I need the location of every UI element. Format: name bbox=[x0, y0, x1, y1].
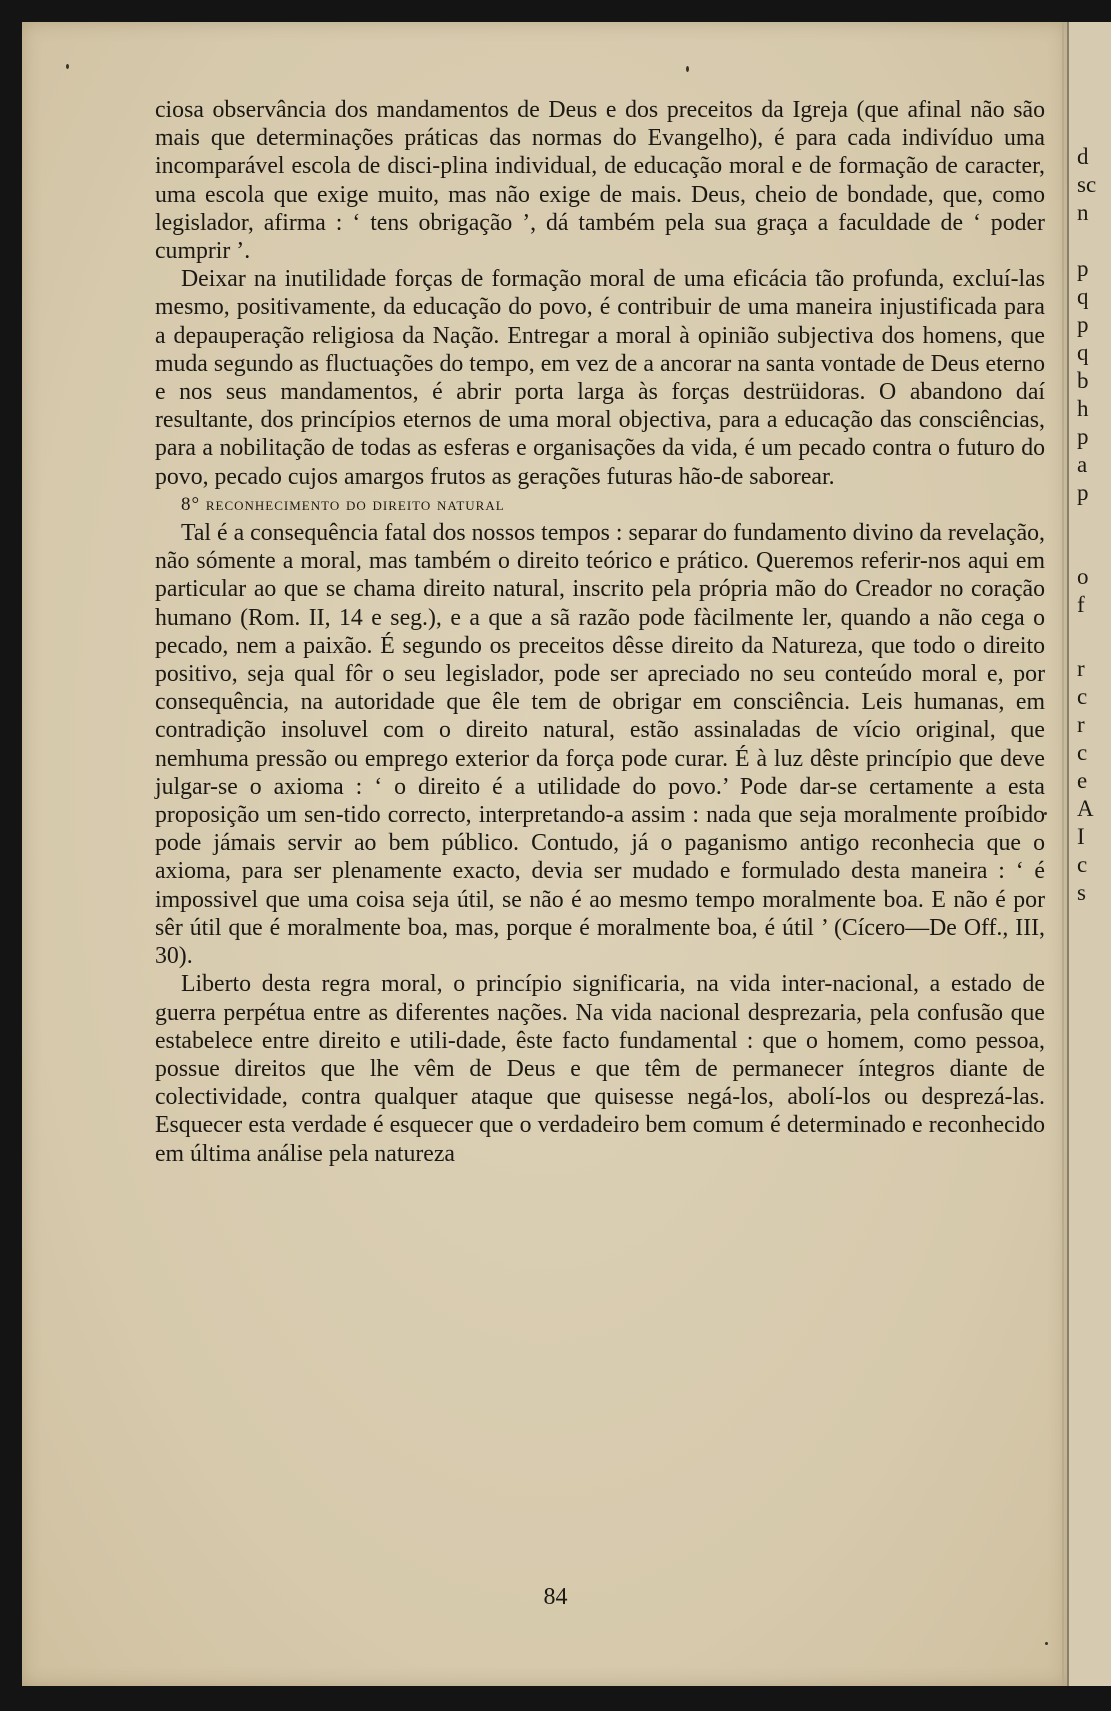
facing-page-fragment: c bbox=[1077, 740, 1088, 765]
facing-page-fragment: r bbox=[1077, 656, 1085, 681]
page-number: 84 bbox=[543, 1584, 568, 1610]
paragraph: ciosa observância dos mandamentos de Deus e dos preceitos da Igreja (que afinal não são mais que determinações práticas das normas do Evangelho), é para cada indivíduo uma incomparável escola de disci-plina individual, de educação moral e de formação de caracter, uma escola que exige muito, mas não exige de mais. Deus, cheio de bondade, que, como legislador, afirma : ‘ tens obrigação ’, dá também pela sua graça a faculdade de ‘ poder cumprir ’. bbox=[155, 97, 1045, 265]
ink-speck bbox=[686, 66, 689, 72]
facing-page-fragment: sc bbox=[1077, 172, 1097, 197]
facing-page-fragment: c bbox=[1077, 684, 1088, 709]
facing-page-fragment: n bbox=[1077, 200, 1089, 225]
facing-page-fragment: h bbox=[1077, 396, 1089, 421]
facing-page-fragment: p bbox=[1077, 480, 1089, 505]
facing-page-fragment: f bbox=[1077, 592, 1085, 617]
facing-page-fragment: d bbox=[1077, 144, 1089, 169]
book-gutter bbox=[1062, 22, 1064, 1686]
facing-page-fragment: A bbox=[1077, 796, 1094, 821]
paragraph: Deixar na inutilidade forças de formação moral de uma eficácia tão profunda, excluí-las mesmo, positivamente, da educação do povo, é contribuir de uma maneira injustificada para a depauperação religiosa da Nação. Entregar a moral à opinião subjectiva dos homens, que muda segundo as fluctuações do tempo, em vez de a ancorar na santa vontade de Deus eterno e nos seus mandamentos, é abrir porta larga às forças destrüidoras. O abandono daí resultante, dos princípios eternos de uma moral objectiva, para a educação das consciências, para a nobilitação de todas as esferas e organisações da vida, é um pecado contra o futuro do povo, pecado cujos amargos frutos as gerações futuras hão-de saborear. bbox=[155, 266, 1045, 490]
facing-page-fragment: s bbox=[1077, 880, 1086, 905]
facing-page-fragment: p bbox=[1077, 312, 1089, 337]
facing-page-fragment: o bbox=[1077, 564, 1089, 589]
paragraph: Tal é a consequência fatal dos nossos tempos : separar do fundamento divino da revelação, não sómente a moral, mas também o direito teórico e prático. Queremos referir-nos aqui em particular ao que se chama direito natural, inscrito pela própria mão do Creador no coração humano (Rom. II, 14 e seg.), e a que a sã razão pode fàcilmente ler, quando a não cega o pecado, nem a paixão. É segundo os preceitos dêsse direito da Natureza, que todo o direito positivo, seja qual fôr o seu legislador, pode ser apreciado no seu conteúdo moral e, por consequência, na autoridade que êle tem de obrigar em consciência. Leis humanas, em contradição insoluvel com o direito natural, estão assinaladas de vício original, que nemhuma pressão ou emprego exterior da força pode curar. É à luz dêste princípio que deve julgar-se o axioma : ‘ o direito é a utilidade do povo.’ Pode dar-se certamente a esta proposição um sen-tido correcto, interpretando-a assim : nada que seja moralmente proíbido pode jámais servir ao bem público. Contudo, já o paganismo antigo reconhecia que o axioma, para ser plenamente exacto, devia ser mudado e formulado desta maneira : ‘ é impossivel que uma coisa seja útil, se não é ao mesmo tempo moralmente boa. E não é por sêr útil que é moralmente boa, mas, porque é moralmente boa, é útil ’ (Cícero—De Off., III, 30). bbox=[155, 520, 1045, 970]
facing-page-edge bbox=[1067, 22, 1111, 1686]
facing-page-fragment: e bbox=[1077, 768, 1088, 793]
facing-page-fragment: I bbox=[1077, 824, 1085, 849]
facing-page-fragment: q bbox=[1077, 284, 1089, 309]
ink-speck bbox=[66, 64, 69, 69]
section-heading: 8° reconhecimento do direito natural bbox=[181, 493, 505, 515]
facing-page-fragment: c bbox=[1077, 852, 1088, 877]
facing-page-fragment: p bbox=[1077, 424, 1089, 449]
ink-speck bbox=[1045, 1642, 1048, 1645]
facing-page-fragment: p bbox=[1077, 256, 1089, 281]
facing-page-fragment: q bbox=[1077, 340, 1089, 365]
facing-page-fragment: b bbox=[1077, 368, 1089, 393]
facing-page-fragment: a bbox=[1077, 452, 1088, 477]
page-body-text bbox=[155, 96, 1045, 1168]
paragraph: Liberto desta regra moral, o princípio significaria, na vida inter-nacional, a estado de guerra perpétua entre as diferentes nações. Na vida nacional desprezaria, pela confusão que estabelece entre direito e utili-dade, êste facto fundamental : que o homem, como pessoa, possue direitos que lhe vêm de Deus e que têm de permanecer íntegros diante de colectividade, contra qualquer ataque que quisesse negá-los, abolí-los ou desprezá-las. Esquecer esta verdade é esquecer que o verdadeiro bem comum é determinado e reconhecido em última análise pela natureza bbox=[155, 971, 1045, 1167]
facing-page-fragment: r bbox=[1077, 712, 1085, 737]
